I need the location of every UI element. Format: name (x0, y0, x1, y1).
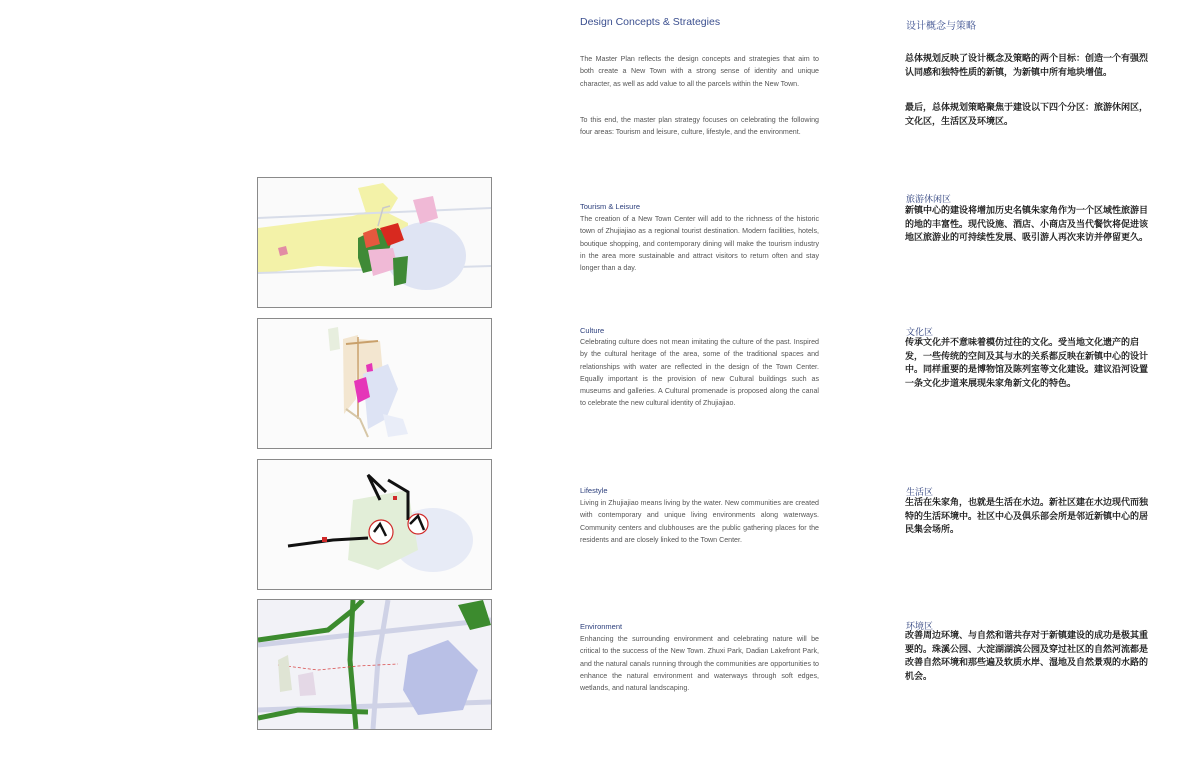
environment-map-graphic (258, 600, 491, 729)
lifestyle-map-graphic (258, 460, 491, 589)
chinese-heading-lifestyle: 生活区 (906, 488, 934, 498)
tourism-leisure-map (257, 177, 492, 308)
chinese-body-tourism: 新镇中心的建设将增加历史名镇朱家角作为一个区域性旅游目的地的丰富性。现代设施、酒店、小商店及当代餐饮将促进该地区旅游业的可持续性发展、吸引游人再次来访并停留更久。 (905, 206, 1149, 244)
english-heading-lifestyle: Lifestyle (580, 486, 608, 495)
english-body-tourism: The creation of a New Town Center will add to the richness of the historic town of Zhujiajiao as a regional tourist destination. Modern facilities, hotels, boutique shopping, and contemporary dining will make the tourism industry in the area more sustainable and attract visitors to return often and stay longer than a day. (580, 215, 819, 273)
environment-map (257, 599, 492, 730)
culture-map-graphic (258, 319, 491, 448)
english-body-lifestyle: Living in Zhujiajiao means living by the water. New communities are created with contemporary and unique living environments along waterways. Community centers and clubhouses are the public gathering places for the residents and are closely linked to the Town Center. (580, 499, 819, 544)
english-body-culture: Celebrating culture does not mean imitating the culture of the past. Inspired by the cultural heritage of the area, some of the traditional spaces and relationships with water are reflected in the design of the Town Center. Equally important is the provision of new Cultural buildings such as museums and galleries. A Cultural promenade is proposed along the canal to celebrate the new cultural identity of Zhujiajiao. (580, 338, 819, 408)
chinese-body-culture: 传承文化并不意味着模仿过往的文化。受当地文化遗产的启发，一些传统的空间及其与水的关系都反映在新镇中心的设计中。同样重要的是博物馆及陈列室等文化建设。建议沿河设置一条文化步道来展现朱家角新文化的特色。 (905, 338, 1149, 389)
chinese-body-lifestyle: 生活在朱家角，也就是生活在水边。新社区建在水边现代而独特的生活环境中。社区中心及俱乐部会所是邻近新镇中心的居民集会场所。 (905, 498, 1149, 536)
english-intro-2: To this end, the master plan strategy focuses on celebrating the following four areas: Tourism and leisure, culture, lifestyle, and the environment. (580, 116, 819, 137)
english-body-environment: Enhancing the surrounding environment and celebrating nature will be critical to the success of the New Town. Zhuxi Park, Dadian Lakefront Park, and the natural canals running through the communities are opportunities to enhance the natural environment and waterways through soft edges, wetlands, and natural landscaping. (580, 635, 819, 693)
english-heading-tourism: Tourism & Leisure (580, 202, 641, 211)
chinese-heading-culture: 文化区 (906, 328, 934, 338)
chinese-intro-1: 总体规划反映了设计概念及策略的两个目标：创造一个有强烈认同感和独特性质的新镇，为新镇中所有地块增值。 (905, 54, 1149, 78)
chinese-heading-tourism: 旅游休闲区 (906, 195, 952, 205)
lifestyle-map (257, 459, 492, 590)
chinese-title: 设计概念与策略 (906, 21, 976, 32)
chinese-heading-environment: 环境区 (906, 622, 934, 632)
tourism-leisure-map-graphic (258, 178, 491, 307)
english-heading-environment: Environment (580, 622, 623, 631)
chinese-intro-2: 最后，总体规划策略聚焦于建设以下四个分区：旅游休闲区，文化区，生活区及环境区。 (905, 103, 1149, 127)
english-heading-culture: Culture (580, 326, 605, 335)
chinese-body-environment: 改善周边环境、与自然和谐共存对于新镇建设的成功是极其重要的。珠溪公园、大淀湖湖滨公园及穿过社区的自然河流都是改善自然环境和那些遍及软质水岸、湿地及自然景观的水路的机会。 (905, 631, 1149, 682)
english-intro-1: The Master Plan reflects the design concepts and strategies that aim to both create a New Town with a strong sense of identity and unique character, as well as add value to all the parcels within the New Town. (580, 55, 819, 88)
culture-map (257, 318, 492, 449)
english-title: Design Concepts & Strategies (580, 16, 721, 28)
